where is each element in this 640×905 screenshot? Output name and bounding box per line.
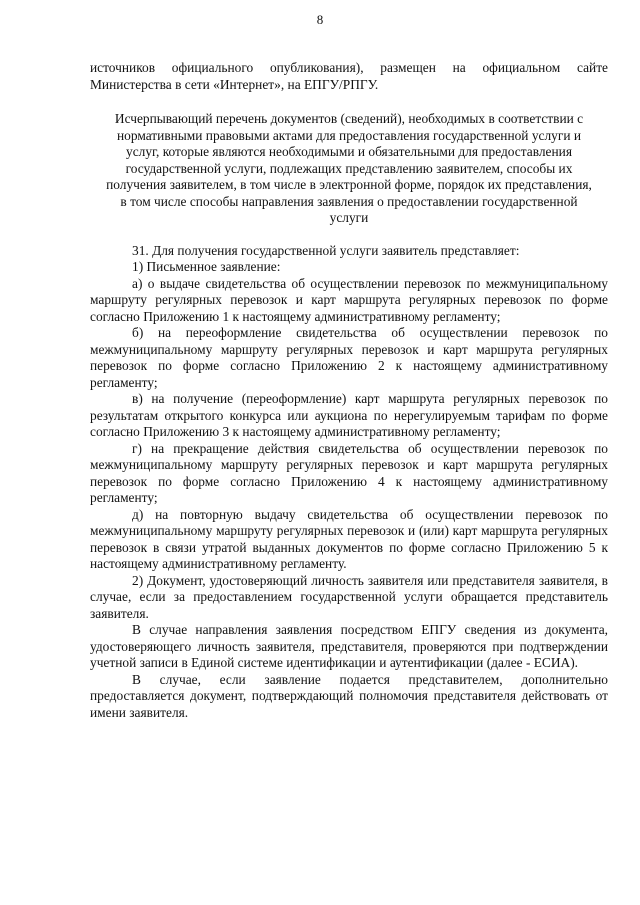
paragraph-31: 31. Для получения государственной услуги заявитель представляет: <box>132 242 520 258</box>
paragraph-representative: В случае, если заявление подается представителем, дополнительно предоставляется документ, подтверждающий полномочия представителя действовать от имени заявителя. <box>90 671 608 720</box>
intro-paragraph: источников официального опубликования), размещен на официальном сайте Министерства в сети «Интернет», на ЕПГУ/РПГУ. <box>90 60 608 92</box>
document-body <box>90 60 608 721</box>
paragraph-item-d: д) на повторную выдачу свидетельства об осуществлении перевозок по межмуниципальному маршруту регулярных перевозок и (или) карт маршрута регулярных перевозок в связи утратой выданных документов по форме согласно Приложению 5 к настоящему административному регламенту. <box>90 506 608 571</box>
paragraph-item-v: в) на получение (переоформление) карт маршрута регулярных перевозок по результатам открытого конкурса или аукциона по нерегулируемым тарифам по форме согласно Приложению 3 к настоящему административному регламенту; <box>90 391 608 439</box>
paragraph-item-1: 1) Письменное заявление: <box>132 259 281 274</box>
paragraph-item-a: а) о выдаче свидетельства об осуществлении перевозок по межмуниципальному маршруту регулярных перевозок и карт маршрута регулярных перевозок по форме согласно Приложению 1 к настоящему административному регламенту; <box>90 275 608 324</box>
paragraph-item-b: б) на переоформление свидетельства об осуществлении перевозок по межмуниципальному маршруту регулярных перевозок и карт маршрута регулярных перевозок по форме согласно Приложению 2 к настоящему административному регламенту; <box>90 325 608 390</box>
paragraph-item-g: г) на прекращение действия свидетельства об осуществлении перевозок по межмуниципальному маршруту регулярных перевозок и карт маршрута регулярных перевозок по форме согласно Приложению 4 к настоящему административному регламенту; <box>90 440 608 505</box>
page-number: 8 <box>316 12 324 27</box>
section-heading: Исчерпывающий перечень документов (сведений), необходимых в соответствии с нормативными правовыми актами для предоставления государственной услуги и услуг, которые являются необходимыми и обязательными для предоставления государственной услуги, подлежащих представлению заявителем, способы их получения заявителем, в том числе в электронной форме, порядок их представления, в том числе способы направления заявления о предоставлении государственной услуги <box>106 111 592 225</box>
paragraph-epgu: В случае направления заявления посредством ЕПГУ сведения из документа, удостоверяющего личность заявителя, представителя, проверяются при подтверждении учетной записи в Единой системе идентификации и аутентификации (далее - ЕСИА). <box>90 622 608 670</box>
paragraph-item-2: 2) Документ, удостоверяющий личность заявителя или представителя заявителя, в случае, если за предоставлением государственной услуги обращается представитель заявителя. <box>90 572 608 621</box>
